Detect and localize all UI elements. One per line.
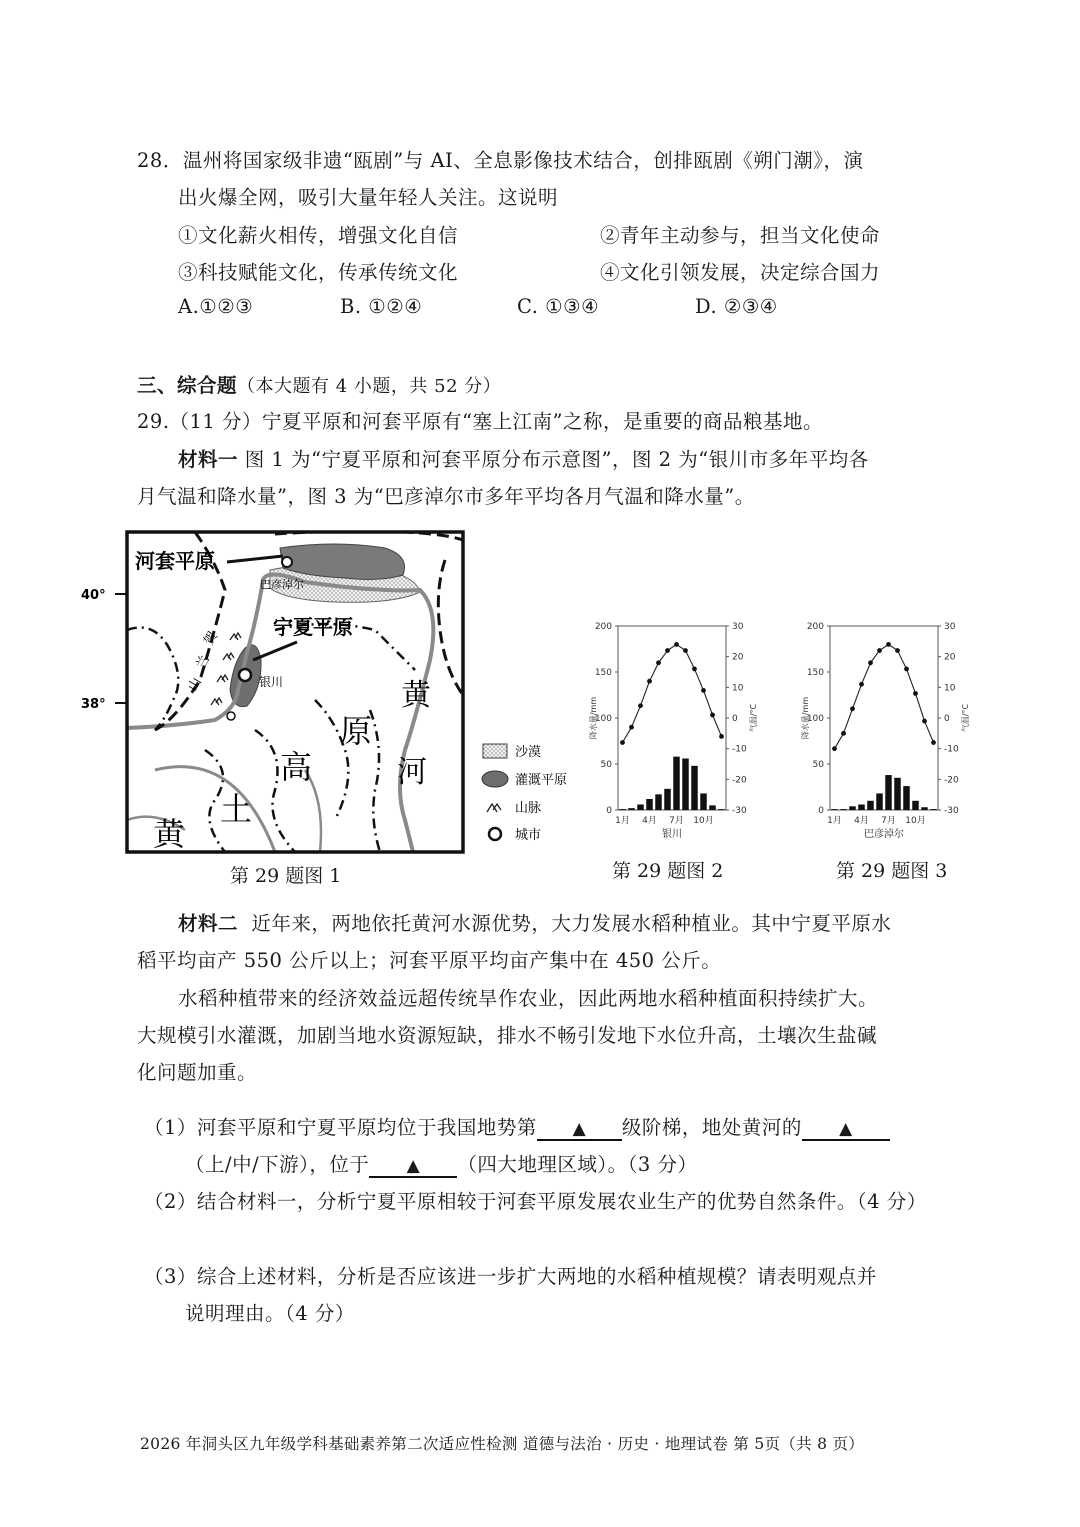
q28-stem-line2: 出火爆全网，吸引大量年轻人关注。这说明 — [178, 186, 559, 209]
map-label-plateau-2: 土 — [220, 790, 253, 828]
q28-option-1: ①文化薪火相传，增强文化自信 — [178, 224, 459, 247]
material1-text1: 图 1 为“宁夏平原和河套平原分布示意图”，图 2 为“银川市多年平均各 — [244, 448, 869, 471]
city-bayannur-marker — [282, 557, 292, 567]
city-yinchuan-marker — [239, 669, 251, 681]
legend-desert-label: 沙漠 — [515, 745, 542, 760]
q28-choice-d: D. ②③④ — [695, 295, 778, 318]
precip-bar — [894, 778, 900, 810]
temp-point — [832, 746, 837, 751]
temp-point — [841, 731, 846, 736]
temp-tick-label: 30 — [732, 622, 744, 632]
temp-point — [710, 713, 715, 718]
precip-bar — [619, 809, 625, 810]
precip-bar — [912, 801, 918, 810]
precip-bar — [709, 805, 715, 810]
plot-frame — [618, 626, 726, 810]
precip-tick-label: 50 — [600, 760, 612, 770]
month-tick-label: 4月 — [642, 816, 657, 826]
month-tick-label: 1月 — [615, 816, 630, 826]
map-label-lan: 兰 — [193, 653, 213, 672]
lat-38-label: 38° — [81, 697, 106, 712]
q29-material1-line1 — [178, 444, 869, 472]
figure1-caption: 第 29 题图 1 — [230, 865, 342, 887]
precip-bar — [664, 789, 670, 810]
temp-point — [638, 703, 643, 708]
map-label-yinchuan: 银川 — [259, 675, 284, 689]
map-label-ningxia: 宁夏平原 — [273, 615, 353, 639]
precip-axis-label: 降水量/mm — [589, 696, 598, 740]
temp-tick-label: -20 — [732, 775, 747, 786]
precip-tick-label: 0 — [818, 806, 824, 816]
q29-intro: 29.（11 分）宁夏平原和河套平原有“塞上江南”之称，是重要的商品粮基地。 — [137, 410, 823, 433]
small-city-marker — [227, 712, 235, 720]
lat-40-label: 40° — [81, 588, 106, 603]
month-tick-label: 4月 — [854, 816, 869, 826]
temp-point — [692, 667, 697, 672]
precip-bar — [831, 809, 837, 810]
q29-material2-line5: 化问题加重。 — [137, 1061, 258, 1084]
figure2-caption: 第 29 题图 2 — [612, 860, 724, 882]
precip-bar — [646, 799, 652, 810]
precip-bar — [700, 793, 706, 810]
material2-label: 材料二 — [178, 912, 239, 935]
sub1-text-a: （1）河套平原和宁夏平原均位于我国地势第 — [144, 1116, 537, 1139]
precip-bar — [718, 809, 724, 810]
precip-tick-label: 200 — [806, 622, 824, 632]
material1-label: 材料一 — [178, 448, 239, 471]
precip-bar — [655, 794, 661, 810]
material2-text1: 近年来，两地依托黄河水源优势，大力发展水稻种植业。其中宁夏平原水 — [251, 912, 892, 935]
temp-point — [904, 667, 909, 672]
temp-point — [886, 642, 891, 647]
legend-irrigation-swatch — [482, 771, 508, 787]
map-legend — [482, 744, 567, 843]
temp-point — [665, 648, 670, 653]
precip-bar — [673, 757, 679, 810]
temp-point — [701, 688, 706, 693]
chart-city-label: 巴彦淖尔 — [864, 829, 904, 840]
plot-frame — [830, 626, 938, 810]
precip-axis-label: 降水量/mm — [801, 696, 810, 740]
map-label-plateau-4: 原 — [340, 712, 373, 750]
precip-bar — [628, 808, 634, 810]
temp-tick-label: 0 — [732, 714, 738, 724]
figure3-climate-chart — [780, 608, 985, 853]
temp-tick-label: -30 — [944, 806, 959, 816]
temp-point — [629, 725, 634, 730]
figure1-map — [75, 520, 575, 865]
answer-blank-1[interactable]: ▲ — [537, 1119, 622, 1141]
temp-point — [719, 734, 724, 739]
month-tick-label: 10月 — [905, 816, 926, 826]
temp-point — [620, 740, 625, 745]
q29-sub3-line2: 说明理由。（4 分） — [185, 1302, 355, 1325]
temp-point — [931, 740, 936, 745]
precip-bar — [930, 809, 936, 810]
q28-option-2: ②青年主动参与，担当文化使命 — [600, 224, 881, 247]
section-heading — [137, 370, 501, 398]
precip-bar — [849, 806, 855, 810]
q29-material2-line2: 稻平均亩产 550 公斤以上；河套平原平均亩产集中在 450 公斤。 — [137, 949, 722, 972]
map-label-plateau-1: 黄 — [153, 815, 186, 853]
figure3-caption: 第 29 题图 3 — [836, 860, 948, 882]
temp-tick-label: 10 — [732, 683, 744, 694]
map-label-bayannur: 巴彦淖尔 — [260, 578, 304, 591]
temp-point — [683, 648, 688, 653]
precip-tick-label: 100 — [806, 714, 824, 724]
precip-bar — [637, 804, 643, 810]
precip-bar — [876, 793, 882, 810]
precip-bar — [691, 766, 697, 810]
q29-sub1-line2 — [185, 1149, 698, 1178]
q28-stem-line1: 28．温州将国家级非遗“瓯剧”与 AI、全息影像技术结合，创排瓯剧《朔门潮》，演 — [137, 149, 864, 172]
map-label-river-2: 河 — [397, 755, 427, 790]
temp-tick-label: -10 — [732, 744, 747, 755]
legend-irrigation-label: 灌溉平原 — [515, 773, 568, 788]
temp-point — [868, 660, 873, 665]
map-label-he: 贺 — [201, 629, 221, 648]
answer-blank-3[interactable]: ▲ — [369, 1156, 457, 1178]
q29-material2-line4: 大规模引水灌溉，加剧当地水资源短缺，排水不畅引发地下水位升高，土壤次生盐碱 — [137, 1024, 878, 1047]
q29-sub2: （2）结合材料一，分析宁夏平原相较于河套平原发展农业生产的优势自然条件。（4 分） — [144, 1190, 927, 1213]
city-icon — [489, 828, 501, 840]
temp-point — [922, 719, 927, 724]
precip-bar — [921, 807, 927, 810]
precip-bar — [885, 775, 891, 810]
temp-point — [877, 648, 882, 653]
month-tick-label: 1月 — [827, 816, 842, 826]
legend-city-label: 城市 — [515, 828, 542, 843]
q28-option-4: ④文化引领发展，决定综合国力 — [600, 261, 881, 284]
precip-bar — [840, 809, 846, 810]
temp-line — [623, 644, 722, 742]
temp-point — [913, 691, 918, 696]
q28-choice-a: A.①②③ — [178, 295, 254, 318]
q29-sub1-line1 — [144, 1112, 890, 1141]
temp-tick-label: -20 — [944, 775, 959, 786]
temp-tick-label: -10 — [944, 744, 959, 755]
section-title: 三、综合题 — [137, 374, 238, 397]
q29-sub3-line1: （3）综合上述材料，分析是否应该进一步扩大两地的水稻种植规模？请表明观点并 — [144, 1265, 877, 1288]
precip-tick-label: 50 — [812, 760, 824, 770]
q29-material2-line1 — [178, 908, 891, 936]
precip-tick-label: 150 — [594, 668, 612, 678]
month-tick-label: 10月 — [693, 816, 714, 826]
sub1-text-d: （四大地理区域）。（3 分） — [457, 1153, 698, 1176]
mountain-icon — [487, 804, 501, 812]
chart-city-label: 银川 — [662, 829, 682, 840]
temp-tick-label: 20 — [944, 652, 956, 663]
q28-option-3: ③科技赋能文化，传承传统文化 — [178, 261, 459, 284]
answer-blank-2[interactable]: ▲ — [802, 1119, 890, 1141]
temp-point — [647, 679, 652, 684]
temp-axis-label: 气温/°C — [749, 703, 758, 733]
temp-tick-label: 10 — [944, 683, 956, 694]
month-tick-label: 7月 — [881, 816, 896, 826]
legend-desert-swatch — [483, 744, 507, 758]
section-note: （本大题有 4 小题，共 52 分） — [237, 376, 502, 397]
temp-point — [895, 648, 900, 653]
map-label-plateau-3: 高 — [280, 748, 313, 786]
temp-line — [835, 644, 934, 748]
precip-tick-label: 100 — [594, 714, 612, 724]
temp-point — [656, 660, 661, 665]
precip-bar — [903, 786, 909, 810]
q28-choice-b: B. ①②④ — [340, 295, 423, 318]
temp-point — [850, 706, 855, 711]
map-label-river-1: 黄 — [401, 678, 431, 713]
temp-tick-label: 0 — [944, 714, 950, 724]
figure2-climate-chart — [568, 608, 773, 853]
precip-bar — [858, 804, 864, 810]
sub1-text-c: （上/中/下游），位于 — [185, 1153, 370, 1176]
page-footer: 2026 年洞头区九年级学科基础素养第二次适应性检测 道德与法治 · 历史 · 地理试卷 第 5页（共 8 页） — [140, 1435, 865, 1453]
q28-choice-c: C. ①③④ — [517, 295, 600, 318]
sub1-text-b: 级阶梯，地处黄河的 — [621, 1116, 802, 1139]
precip-bar — [867, 801, 873, 810]
q29-material2-line3: 水稻种植带来的经济效益远超传统旱作农业，因此两地水稻种植面积持续扩大。 — [178, 987, 879, 1010]
temp-point — [859, 682, 864, 687]
temp-point — [674, 642, 679, 647]
temp-tick-label: 30 — [944, 622, 956, 632]
q29-material1-line2: 月气温和降水量”，图 3 为“巴彦淖尔市多年平均各月气温和降水量”。 — [137, 485, 755, 508]
legend-mountain-label: 山脉 — [515, 801, 542, 816]
precip-tick-label: 150 — [806, 668, 824, 678]
temp-tick-label: -30 — [732, 806, 747, 816]
map-label-shan: 山 — [185, 675, 205, 694]
precip-tick-label: 0 — [606, 806, 612, 816]
precip-tick-label: 200 — [594, 622, 612, 632]
month-tick-label: 7月 — [669, 816, 684, 826]
map-label-hetao: 河套平原 — [135, 549, 215, 573]
temp-axis-label: 气温/°C — [961, 703, 970, 733]
precip-bar — [682, 758, 688, 810]
temp-tick-label: 20 — [732, 652, 744, 663]
